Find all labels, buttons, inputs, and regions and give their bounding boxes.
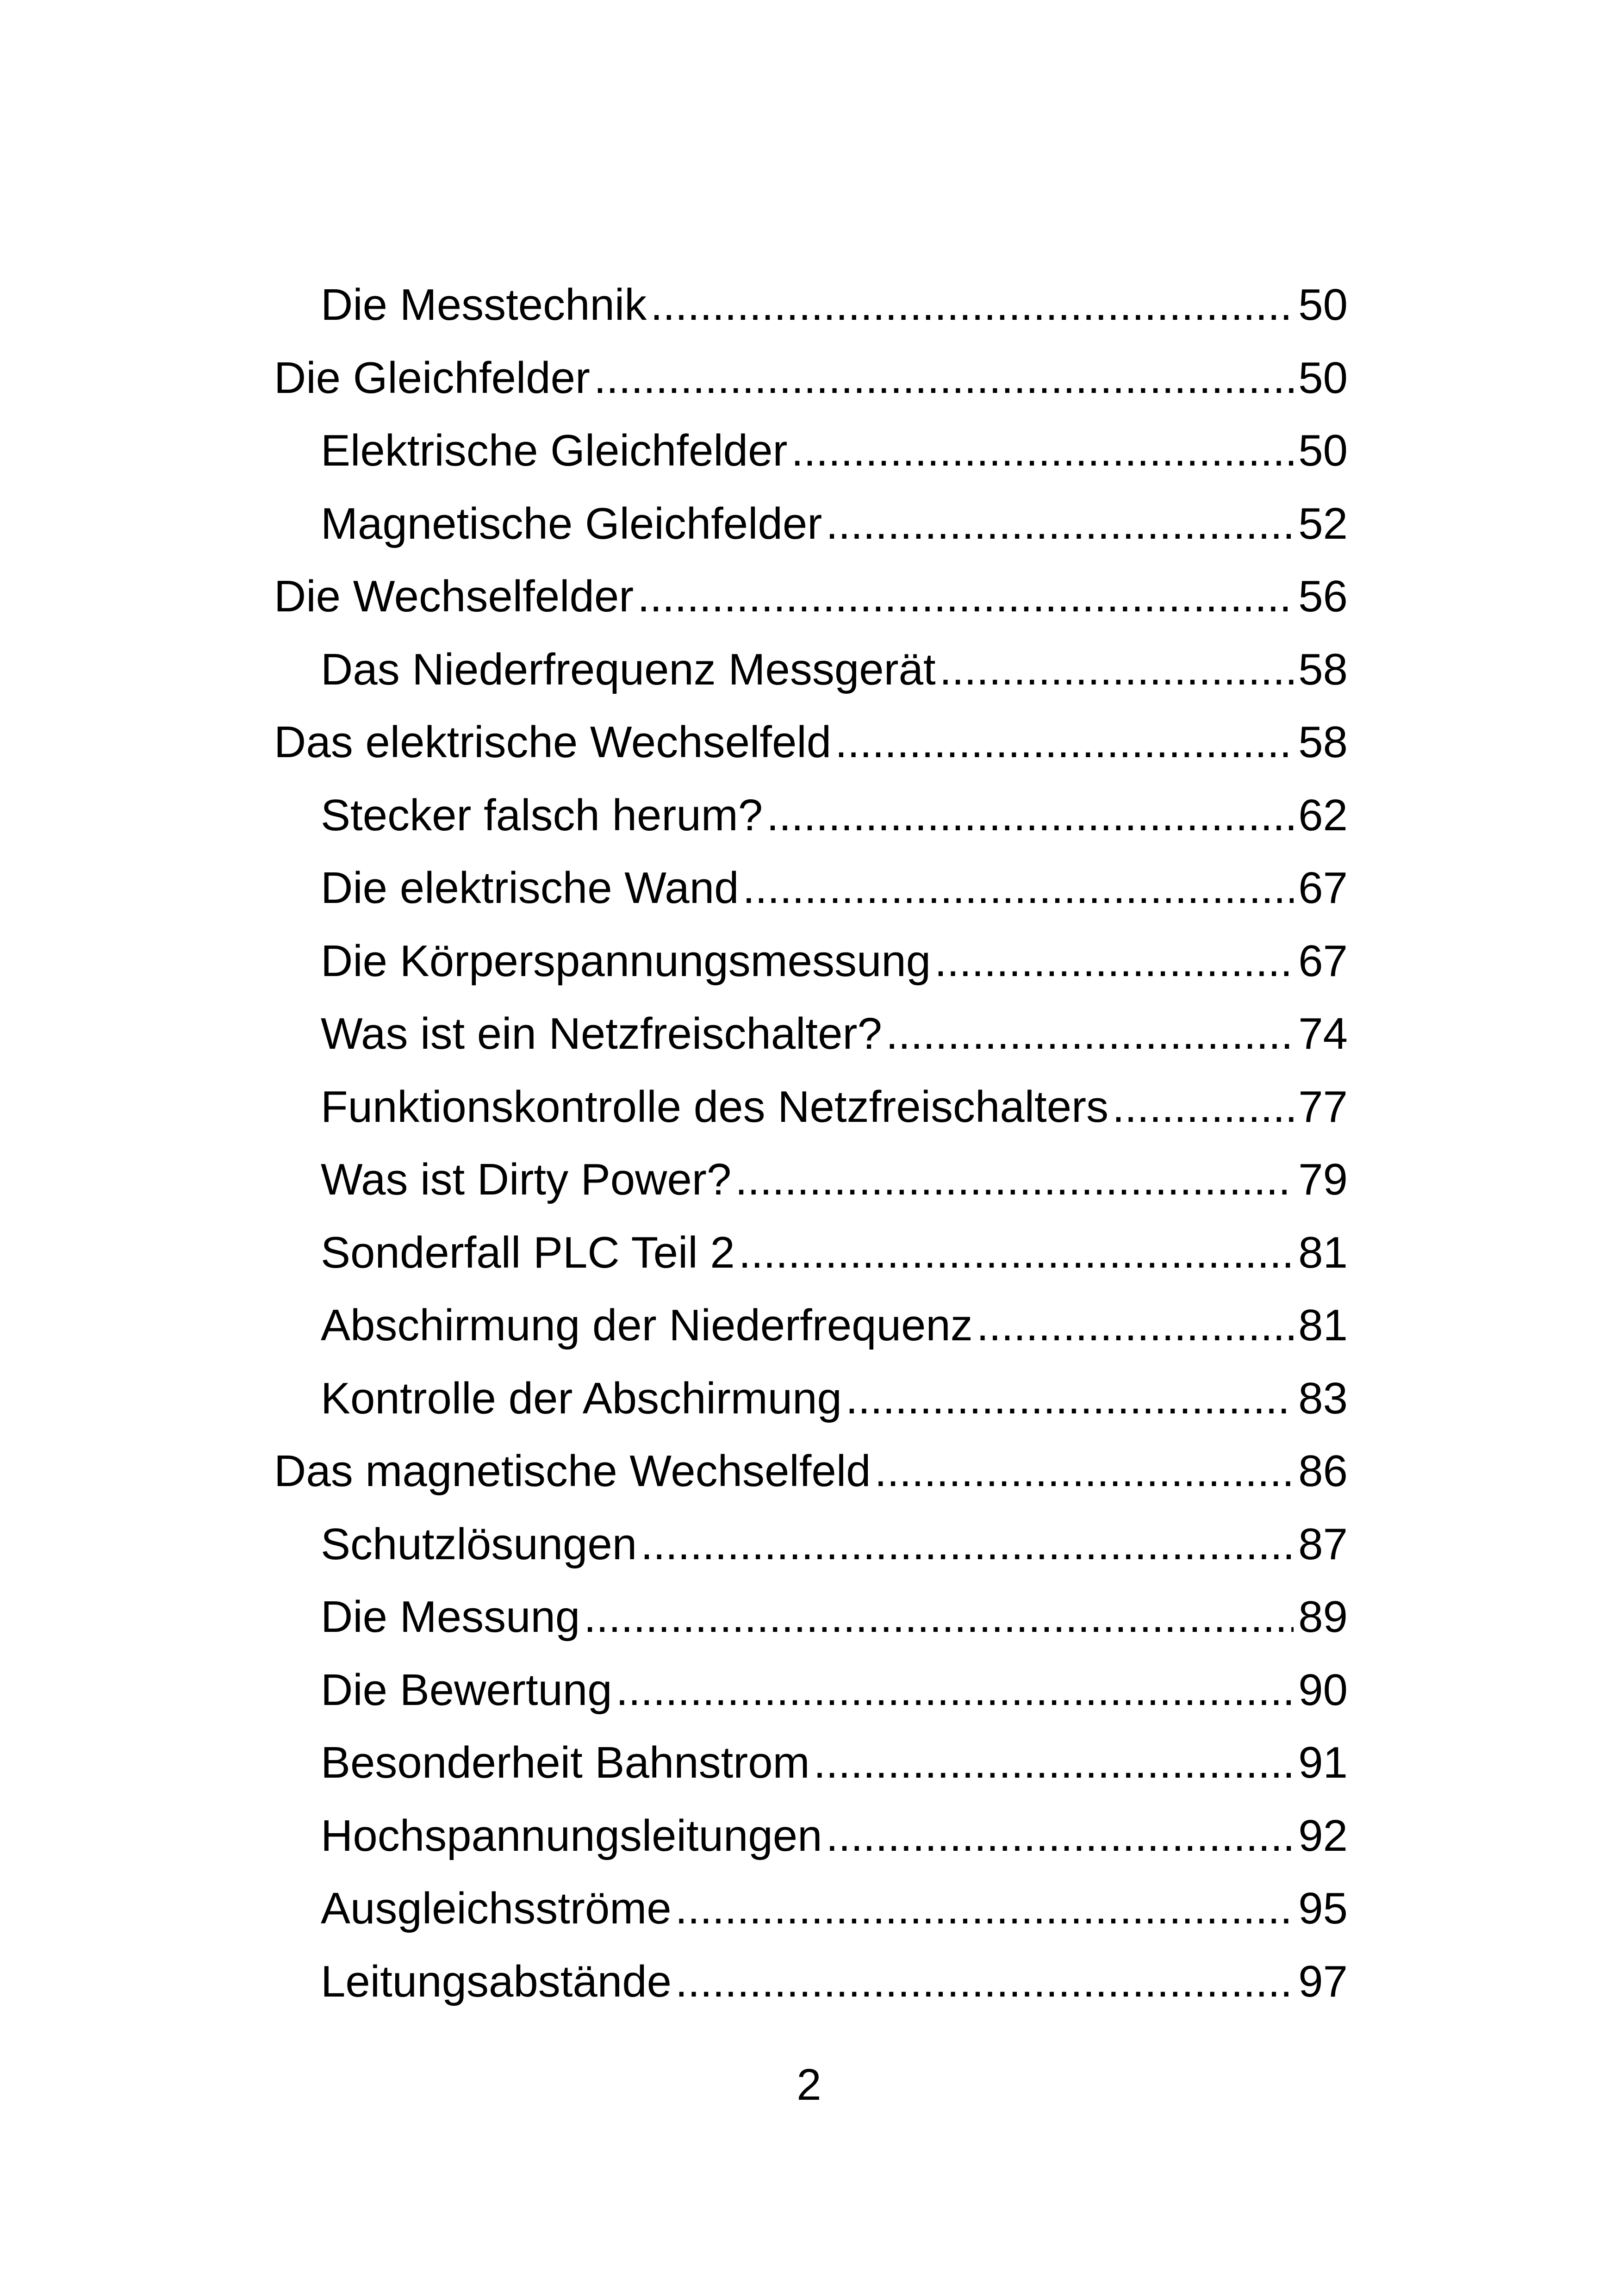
toc-entry[interactable] <box>274 268 1348 342</box>
toc-entry-title: Leitungsabstände <box>321 1956 672 2006</box>
toc-entry-page: 87 <box>1298 1519 1348 1569</box>
toc-entry[interactable] <box>274 414 1348 487</box>
toc-entry-page: 58 <box>1298 644 1348 694</box>
dot-leader <box>1112 1070 1294 1144</box>
toc-entry-title: Magnetische Gleichfelder <box>321 498 822 548</box>
toc-entry[interactable] <box>274 487 1348 560</box>
dot-leader <box>739 1216 1294 1289</box>
dot-leader <box>826 487 1294 560</box>
toc-entry-page: 56 <box>1298 572 1348 621</box>
dot-leader <box>835 706 1294 779</box>
toc-entry-page: 81 <box>1298 1300 1348 1350</box>
toc-entry-title: Die Wechselfelder <box>274 572 634 621</box>
toc-entry-title: Die Gleichfelder <box>274 353 590 403</box>
toc-entry-page: 50 <box>1298 353 1348 403</box>
toc-entry[interactable] <box>274 1216 1348 1289</box>
toc-entry-title: Abschirmung der Niederfrequenz <box>321 1300 973 1350</box>
toc-entry-title: Hochspannungsleitungen <box>321 1811 822 1860</box>
toc-entry-title: Das Niederfrequenz Messgerät <box>321 644 936 694</box>
dot-leader <box>742 852 1294 925</box>
toc-entry[interactable] <box>274 1289 1348 1362</box>
toc-entry-page: 89 <box>1298 1592 1348 1642</box>
dot-leader <box>584 1580 1294 1654</box>
toc-entry[interactable] <box>274 342 1348 415</box>
toc-entry-title: Stecker falsch herum? <box>321 790 763 840</box>
toc-entry-page: 92 <box>1298 1811 1348 1860</box>
toc-entry-page: 79 <box>1298 1155 1348 1204</box>
toc-entry-title: Was ist Dirty Power? <box>321 1155 732 1204</box>
table-of-contents <box>274 268 1348 2018</box>
toc-entry-page: 91 <box>1298 1738 1348 1787</box>
toc-entry[interactable] <box>274 1143 1348 1216</box>
toc-entry-title: Elektrische Gleichfelder <box>321 426 788 475</box>
toc-entry[interactable] <box>274 706 1348 779</box>
dot-leader <box>934 925 1294 998</box>
toc-entry-page: 67 <box>1298 936 1348 986</box>
toc-entry[interactable] <box>274 633 1348 706</box>
toc-entry-title: Das magnetische Wechselfeld <box>274 1446 871 1496</box>
toc-entry[interactable] <box>274 852 1348 925</box>
toc-entry-page: 97 <box>1298 1956 1348 2006</box>
dot-leader <box>814 1726 1294 1799</box>
dot-leader <box>641 1508 1294 1581</box>
dot-leader <box>735 1143 1294 1216</box>
toc-entry-page: 50 <box>1298 280 1348 330</box>
dot-leader <box>791 414 1294 487</box>
dot-leader <box>616 1654 1294 1727</box>
toc-entry[interactable] <box>274 1508 1348 1581</box>
toc-entry-title: Die Bewertung <box>321 1665 612 1715</box>
toc-entry-title: Die elektrische Wand <box>321 863 739 913</box>
toc-entry[interactable] <box>274 560 1348 633</box>
toc-entry-title: Sonderfall PLC Teil 2 <box>321 1227 735 1277</box>
dot-leader <box>977 1289 1294 1362</box>
toc-entry-title: Schutzlösungen <box>321 1519 637 1569</box>
toc-entry-page: 90 <box>1298 1665 1348 1715</box>
dot-leader <box>675 1872 1294 1945</box>
toc-entry-page: 58 <box>1298 717 1348 767</box>
toc-entry[interactable] <box>274 1435 1348 1508</box>
toc-entry[interactable] <box>274 1726 1348 1799</box>
toc-entry[interactable] <box>274 1070 1348 1144</box>
toc-entry[interactable] <box>274 1580 1348 1654</box>
toc-entry-page: 83 <box>1298 1373 1348 1423</box>
toc-entry[interactable] <box>274 779 1348 852</box>
toc-entry[interactable] <box>274 1362 1348 1435</box>
toc-entry-title: Die Körperspannungsmessung <box>321 936 931 986</box>
toc-entry-title: Die Messung <box>321 1592 580 1642</box>
dot-leader <box>886 997 1294 1070</box>
toc-entry-title: Was ist ein Netzfreischalter? <box>321 1009 882 1058</box>
dot-leader <box>650 268 1294 342</box>
toc-entry-page: 52 <box>1298 498 1348 548</box>
toc-entry-title: Die Messtechnik <box>321 280 647 330</box>
toc-entry-page: 50 <box>1298 426 1348 475</box>
toc-entry-title: Das elektrische Wechselfeld <box>274 717 832 767</box>
toc-entry-title: Kontrolle der Abschirmung <box>321 1373 842 1423</box>
page-number: 2 <box>797 2060 821 2109</box>
dot-leader <box>875 1435 1294 1508</box>
dot-leader <box>826 1799 1294 1873</box>
toc-entry-page: 74 <box>1298 1009 1348 1058</box>
toc-entry[interactable] <box>274 1945 1348 2018</box>
toc-entry[interactable] <box>274 1654 1348 1727</box>
toc-entry-page: 81 <box>1298 1227 1348 1277</box>
toc-entry-title: Ausgleichsströme <box>321 1884 672 1933</box>
dot-leader <box>846 1362 1294 1435</box>
toc-entry-title: Funktionskontrolle des Netzfreischalters <box>321 1082 1109 1132</box>
toc-entry-title: Besonderheit Bahnstrom <box>321 1738 810 1787</box>
dot-leader <box>675 1945 1294 2018</box>
toc-entry-page: 95 <box>1298 1884 1348 1933</box>
toc-entry-page: 62 <box>1298 790 1348 840</box>
dot-leader <box>594 342 1294 415</box>
toc-entry[interactable] <box>274 1799 1348 1873</box>
toc-entry[interactable] <box>274 925 1348 998</box>
dot-leader <box>637 560 1294 633</box>
toc-entry-page: 86 <box>1298 1446 1348 1496</box>
toc-entry-page: 67 <box>1298 863 1348 913</box>
toc-entry-page: 77 <box>1298 1082 1348 1132</box>
dot-leader <box>940 633 1294 706</box>
toc-entry[interactable] <box>274 997 1348 1070</box>
dot-leader <box>766 779 1294 852</box>
toc-entry[interactable] <box>274 1872 1348 1945</box>
